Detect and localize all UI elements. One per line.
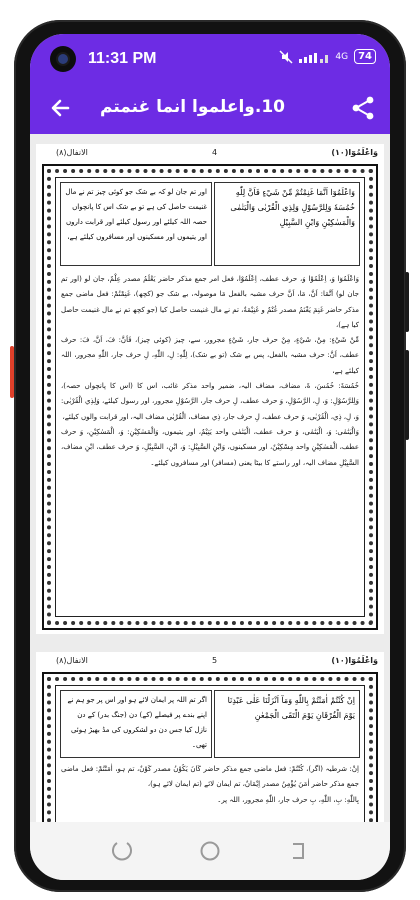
- arabic-verse-box: اِنْ كُنْتُمْ اٰمَنْتُمْ بِاللّٰهِ وَمَآ اَنْزَلْنَا عَلٰى عَبْدِنَا يَوْمَ الْفُرْقَانِ يَوْمَ الْتَقَى الْجَمْعٰنِ: [214, 690, 360, 758]
- page-body: [55, 177, 365, 617]
- analysis-paragraph: خُمُسَهٗ: خُمُسَ، هٗ، مضاف، مضاف الیہ، ضمیر واحد مذکر غائب، اس کا (اس کا پانچواں حصہ)، وَلِلرَّسُوْلِ: وَ، لِ، الرَّسُوْلِ، وَ حرف عطف، لِ حرف جار، الرَّسُوْلِ مجرور، اور رسول کیلئے، وَلِذِي الْقُرْبٰى: وَ، لِ، ذِي، الْقُرْبٰى، وَ حرف عطف، لِ حرف جار، ذِي مضاف، الْقُرْبٰى مضاف الیہ، اور قرابت والوں کیلئے،: [61, 382, 359, 421]
- volume-button: [10, 346, 14, 398]
- urdu-translation-box: اگر تم اللہ پر ایمان لائے ہو اور اس پر جو ہم نے اپنے بندے پر فیصلے (کے) دن (جنگ بدر) کے دن نازل کیا جس دن دو لشکروں کی مڈ بھیڑ ہوئی تھی۔: [60, 690, 212, 758]
- juz-label: وَاعْلَمُوٓا(١٠): [331, 656, 378, 665]
- page-header: [42, 148, 378, 162]
- book-viewer[interactable]: [30, 134, 390, 822]
- analysis-paragraph: وَالْيَتٰمٰى: وَ، الْيَتٰمٰى، وَ حرف عطف، الْيَتٰمٰى واحد يَتِيْمٌ، اور یتیموں، وَالْمَسٰكِيْنِ: وَ، الْمَسٰكِيْنِ، وَ حرف عطف، الْمَسٰكِيْنِ واحد مِسْكِيْنٌ، اور مسکینوں، وَابْنِ السَّبِيْلِ: وَ، ابْنِ، السَّبِيْلِ، وَ حرف عطف، ابْنِ مضاف، السَّبِيْلِ مضاف الیہ، اور راستے کا بیٹا یعنی (مسافر) اور مسافروں کیلئے۔: [61, 427, 359, 467]
- status-icons: [279, 49, 376, 64]
- arrow-left-icon[interactable]: [46, 94, 74, 122]
- analysis-paragraph: بِاللّٰهِ: بِ، اللّٰهِ، بِ حرف جار، اللّٰهِ مجرور، اللہ پر۔: [217, 795, 359, 804]
- analysis-paragraph: مِّنْ شَيْءٍ: مِنْ، شَيْءٍ، مِنْ حرف جار، شَيْءٍ مجرور، سے، چیز (کوئی چیز)، فَاَنَّ: فَ، اَنَّ، فَ: حرف عطف، اَنَّ: حرف مشبہ بالفعل، پس بے شک (تو بے شک)، لِلّٰهِ: لِ، اللّٰهِ، لِ حرف جار، اللّٰهِ مجرور، اللہ کیلئے ہے،: [61, 336, 359, 375]
- page-number: 4: [212, 148, 218, 157]
- page-header: [42, 656, 378, 670]
- decorative-border: [42, 672, 378, 822]
- status-time: 11:31 PM: [88, 50, 157, 67]
- side-button: [405, 350, 409, 440]
- decorative-border: [42, 164, 378, 630]
- page-title: 10.واعلموا انما غنمتم: [100, 97, 286, 117]
- juz-label: وَاعْلَمُوٓا(١٠): [331, 148, 378, 157]
- nav-back-icon[interactable]: [285, 838, 311, 864]
- analysis-paragraph: وَاعْلَمُوٓا وَ، اِعْلَمُوْا وَ، حرف عطف، اِعْلَمُوْا، فعل امر جمع مذکر حاضر یَعْلَمُ مصدر عِلْمٌ، جان لو (اور تم جان لو) اَنَّمَا: اَنَّ، مَا، اَنَّ حرف مشبہ بالفعل مَا موصولہ، بے شک جو (کچھ)، غَنِمْتُمْ: فعل ماضی جمع مذکر حاضر غَنِمَ یَغْنَمُ مصدر غُنْمٌ و غَنِيْمَةٌ، تم نے مال غنیمت حاصل کیا (جو کچھ تم نے مال غنیمت حاصل کیا ہے)،: [61, 275, 359, 329]
- page-number: 5: [212, 656, 218, 665]
- signal-icon: [299, 51, 329, 63]
- screen: [30, 34, 390, 880]
- navigation-bar: [30, 822, 390, 880]
- word-analysis-text: [61, 272, 359, 612]
- book-page: [36, 652, 384, 822]
- battery-icon: 74: [354, 49, 376, 64]
- status-bar: [30, 34, 390, 84]
- analysis-paragraph: اِنْ: شرطیہ (اگر)، كُنْتُمْ: فعل ماضی جمع مذکر حاضر كَانَ يَكُوْنُ مصدر كَوْنٌ، تم ہو، اٰمَنْتُمْ: فعل ماضی جمع مذکر حاضر اٰمَنَ يُؤْمِنُ مصدر اِيْمَانٌ، تم ایمان لائے (تم ایمان لائے ہو)،: [61, 765, 359, 789]
- app-bar: [30, 84, 390, 134]
- power-button: [405, 272, 409, 332]
- network-type-label: 4G: [335, 51, 349, 62]
- book-page: [36, 144, 384, 634]
- share-icon[interactable]: [350, 95, 376, 121]
- surah-label: الانفال(٨): [56, 656, 88, 665]
- home-icon[interactable]: [197, 838, 223, 864]
- word-analysis-text: [61, 762, 359, 822]
- urdu-translation-box: اور تم جان لو کہ بے شک جو کوئی چیز تم نے مال غنیمت حاصل کی ہے تو بے شک اس کا پانچواں حصہ اللہ کیلئے اور رسول کیلئے اور قرابت داروں اور یتیموں اور مسکینوں اور مسافروں کیلئے ہے،: [60, 182, 212, 266]
- surah-label: الانفال(٨): [56, 148, 88, 157]
- front-camera: [50, 46, 76, 72]
- arabic-verse-box: وَاعْلَمُوٓا اَنَّمَا غَنِمْتُمْ مِّنْ شَيْءٍ فَاَنَّ لِلّٰهِ خُمُسَهٗ وَلِلرَّسُوْلِ وَلِذِي الْقُرْبٰى وَالْيَتٰمٰى وَالْمَسٰكِيْنِ وَابْنِ السَّبِيْلِ: [214, 182, 360, 266]
- mute-icon: [279, 50, 293, 64]
- page-body: [55, 685, 365, 822]
- recents-icon[interactable]: [109, 838, 135, 864]
